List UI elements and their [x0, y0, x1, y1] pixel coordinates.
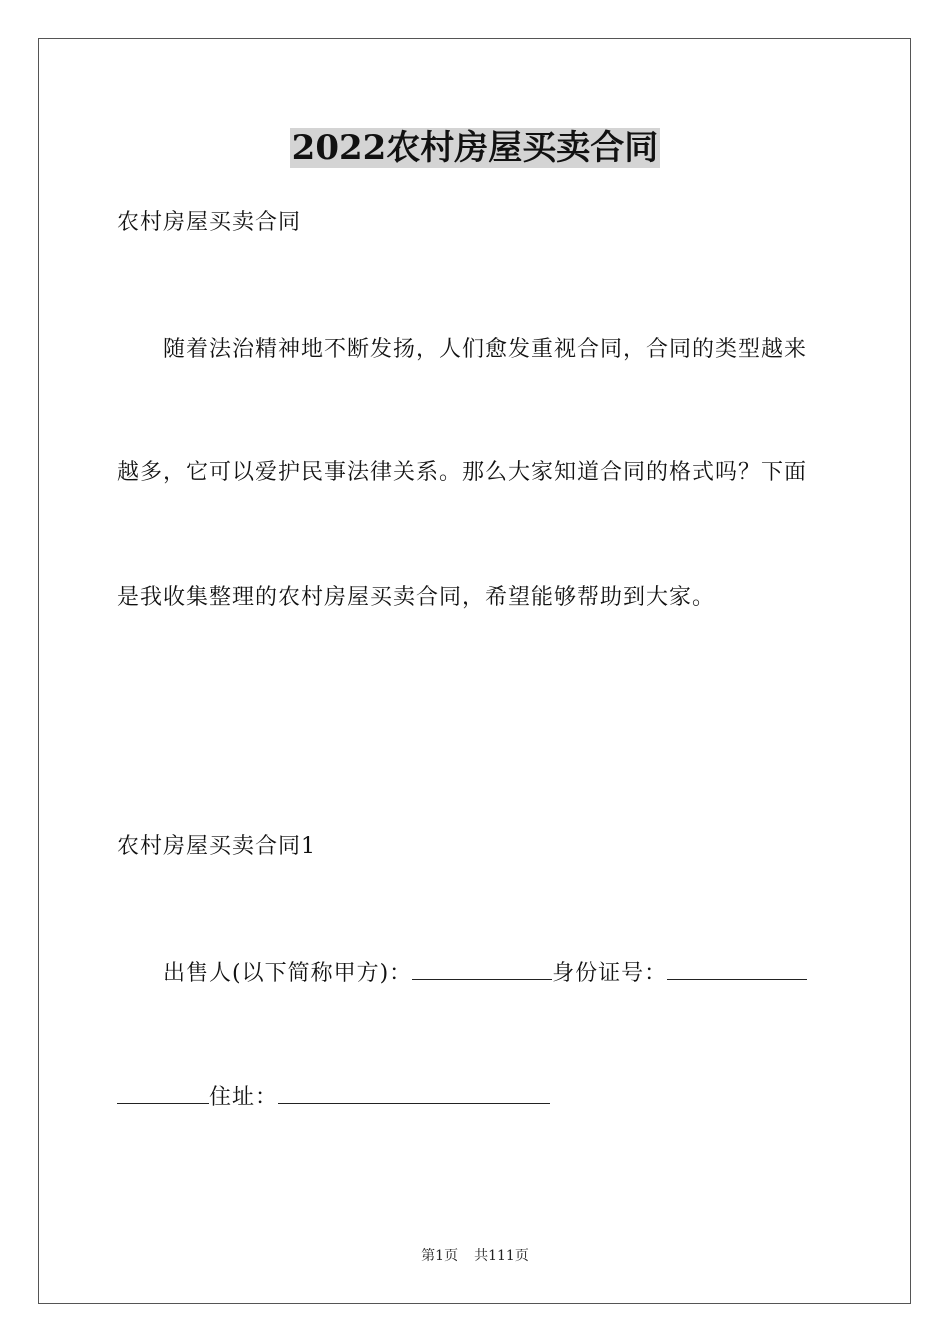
intro-line-2: 越多，它可以爱护民事法律关系。那么大家知道合同的格式吗？下面 [117, 460, 808, 485]
id-label: 身份证号： [552, 961, 668, 986]
id-number-blank[interactable] [667, 957, 807, 980]
document-subtitle: 农村房屋买卖合同 [117, 210, 302, 235]
page-number: 第1页 [421, 1248, 459, 1264]
address-label: 住址： [209, 1085, 279, 1110]
page-footer [0, 1246, 950, 1266]
page-total: 共111页 [474, 1248, 529, 1264]
address-line [117, 1081, 550, 1113]
id-number-blank-continued[interactable] [117, 1081, 209, 1104]
seller-line [163, 957, 807, 989]
seller-label: 出售人(以下简称甲方)： [163, 961, 413, 986]
document-title-text: 2022农村房屋买卖合同 [291, 128, 659, 168]
section-heading: 农村房屋买卖合同1 [117, 834, 316, 859]
intro-line-1: 随着法治精神地不断发扬，人们愈发重视合同，合同的类型越来 [163, 337, 808, 362]
seller-name-blank[interactable] [412, 957, 552, 980]
document-title [0, 126, 950, 170]
address-blank[interactable] [278, 1081, 550, 1104]
intro-line-3: 是我收集整理的农村房屋买卖合同，希望能够帮助到大家。 [117, 585, 716, 610]
